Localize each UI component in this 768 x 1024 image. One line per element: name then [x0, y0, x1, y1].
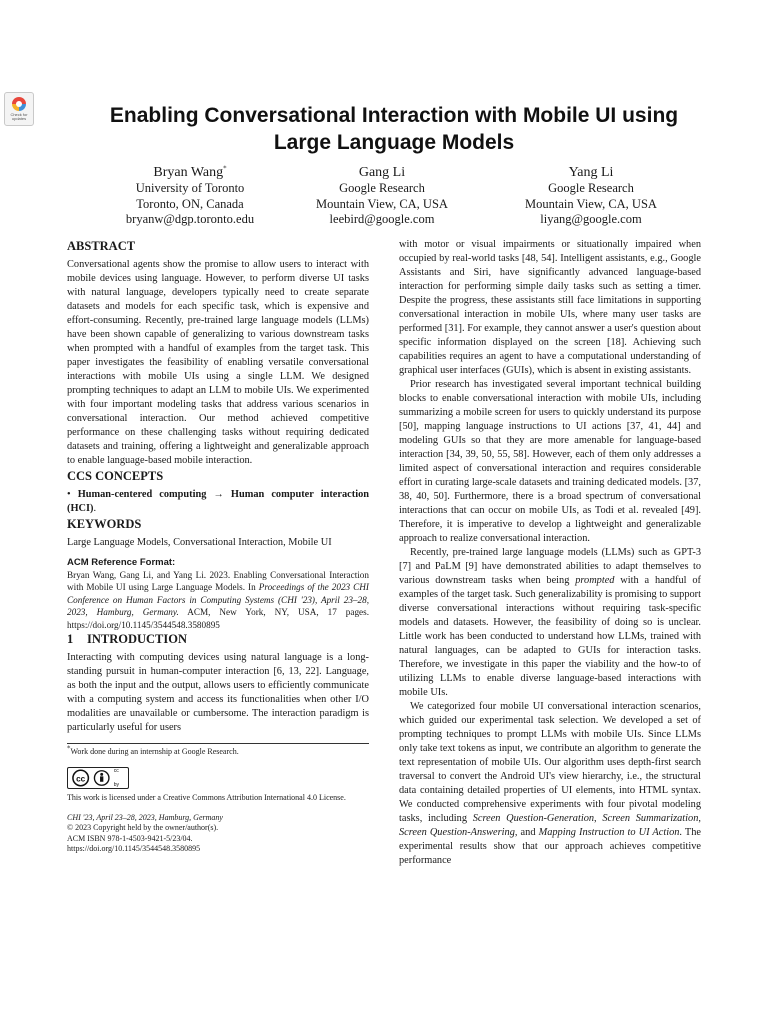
author-email[interactable]: leebird@google.com: [329, 212, 435, 226]
ccs-concept-b: Human computer interaction (HCI): [67, 489, 369, 514]
author-name: Bryan Wang: [153, 165, 224, 180]
introduction-paragraph-3: Recently, pre-trained large language models (LLMs) such as GPT-3 [7] and PaLM [9] have demonstrated abilities to adapt themselves to various downstream tasks when being prompted with a handful of examples of the target task. Such generalizability is promising to support diverse conversational interactions without requiring task-specific models and datasets. However, the feasibility of doing so is unclear. Little work has been conducted to understand how LLMs, trained with natural languages, can be adapted to GUIs for interaction tasks. Therefore, we investigate in this paper the viability and the how-to of utilizing LLMs to enable diverse language-based interactions with mobile UIs.: [399, 547, 701, 698]
author-affiliation: University of Toronto: [135, 181, 245, 195]
acm-reference-text: Bryan Wang, Gang Li, and Yang Li. 2023. Enabling Conversational Interaction with Mobile UI using Large Language Models. In Proceedings of the 2023 CHI Conference on Human Factors in Computing Systems (CHI '23), April 23–28, 2023, Hamburg, Germany. ACM, New York, NY, USA, 17 pages. https://doi.org/10.1145/3544548.3580895: [67, 570, 369, 630]
author-email[interactable]: liyang@google.com: [540, 212, 642, 226]
abstract-text: Conversational agents show the promise to allow users to interact with mobile devices using language. However, to perform diverse UI tasks with natural language, developers typically need to create separate datasets and models for each specific task, which is expensive and effort-consuming. Recently, pre-trained large language models (LLMs) have been shown capable of generalizing to various downstream tasks when prompted with a handful of examples from the target task. This paper investigates the feasibility of enabling versatile conversational interactions with mobile UIs using a single LLM. We designed prompting techniques to adapt an LLM to mobile UIs. We experimented with four important modeling tasks that address various scenarios in conversational interaction. Our method achieved competitive performance on these challenging tasks without requiring dedicated datasets and training, offering a lightweight and generalizable approach to enable language-based mobile interaction.: [67, 259, 369, 466]
acm-reference-venue: Proceedings of the 2023 CHI Conference on Human Factors in Computing Systems (CHI '23), April 23–28, 2023, Hamburg, Germany.: [67, 582, 369, 618]
footnote: *Work done during an internship at Google Research.: [67, 744, 239, 757]
author-2: [272, 164, 492, 228]
crossmark-icon: [11, 96, 27, 112]
paper-title: [60, 102, 728, 156]
author-affiliation: Google Research: [339, 181, 425, 195]
check-for-updates-badge[interactable]: [4, 92, 34, 126]
acm-reference-heading: ACM Reference Format:: [67, 557, 176, 568]
author-name: Yang Li: [568, 165, 614, 180]
creative-commons-icon: [71, 769, 90, 787]
author-1: [80, 164, 300, 228]
right-column: [399, 238, 701, 868]
license-text: This work is licensed under a Creative Commons Attribution International 4.0 License.: [67, 793, 346, 803]
author-location: Mountain View, CA, USA: [316, 196, 448, 211]
author-footnote-mark: *: [223, 164, 227, 173]
keywords-heading: KEYWORDS: [67, 517, 142, 531]
author-affiliation: Google Research: [548, 181, 634, 195]
attribution-icon: [93, 769, 110, 787]
badge-label: Check for updates: [10, 112, 28, 122]
author-email[interactable]: bryanw@dgp.toronto.edu: [125, 212, 255, 226]
author-location: Mountain View, CA, USA: [525, 196, 657, 211]
cc-by-license-badge[interactable]: [67, 767, 129, 789]
svg-text:cc: cc: [76, 774, 86, 784]
title-line-1: Enabling Conversational Interaction with Mobile UI using: [109, 104, 679, 127]
left-column: [67, 238, 369, 855]
author-block: [0, 164, 768, 234]
task-name: Screen Question-Generation: [472, 813, 595, 824]
publication-isbn: ACM ISBN 978-1-4503-9421-5/23/04.: [67, 833, 193, 843]
introduction-paragraph-4: We categorized four mobile UI conversational interaction scenarios, which guided our experimental task selection. We developed a set of prompting techniques to prompt LLMs with mobile UIs. Since LLMs only take text tokens as input, we contribute an algorithm to generate the text representation of mobile UIs. Our algorithm uses depth-first search traversal to convert the Android UI's view hierarchy, i.e., the structural data containing detailed properties of UI elements, into HTML syntax. We conducted comprehensive experiments with four pivotal modeling tasks, including Screen Question-Generation, Screen Summarization, Screen Question-Answering, and Mapping Instruction to UI Action. The experimental results show that our approach achieves competitive performance: [399, 701, 701, 866]
ccs-concepts: • Human-centered computing → Human computer interaction (HCI).: [67, 489, 369, 514]
title-line-2: Large Language Models: [273, 131, 515, 154]
abstract-heading: ABSTRACT: [67, 239, 136, 253]
ccs-concept-a: Human-centered computing: [77, 489, 207, 500]
introduction-heading: 1 INTRODUCTION: [67, 632, 188, 647]
introduction-text-left: Interacting with computing devices using natural language is a long-standing pursuit in human-computer interaction [6, 13, 22]. Language, as both the input and the output, allows users to efficiently communicate with a computing system and access its functionalities when other I/O modalities are unavailable or cumbersome. The interaction paradigm is particularly useful for users: [67, 652, 369, 734]
publication-info: [67, 813, 369, 855]
publication-doi[interactable]: https://doi.org/10.1145/3544548.3580895: [67, 844, 201, 854]
ccs-heading: CCS CONCEPTS: [67, 469, 164, 483]
author-3: [481, 164, 701, 228]
author-location: Toronto, ON, Canada: [136, 196, 244, 211]
publication-copyright: © 2023 Copyright held by the owner/author(s).: [67, 823, 219, 833]
task-name: Screen Summarization: [602, 813, 699, 824]
introduction-paragraph-1: with motor or visual impairments or situationally impaired when occupied by real-world tasks [48, 54]. Intelligent assistants, e.g., Google Assistants and Siri, have significantly advanced language-based interaction for performing simple daily tasks such as setting a timer. Despite the progress, these assistants still face limitations in supporting conversational interaction in mobile UIs, where many user tasks are performed [31]. For example, they cannot answer a user's question about specific information displayed on the screen [18]. Achieving such capabilities requires an agent to have a computational understanding of graphical user interfaces (GUIs), which is absent in existing assistants.: [399, 239, 701, 376]
section-number: 1: [67, 632, 74, 647]
author-name: Gang Li: [358, 165, 406, 180]
cc-badge-label: cc by: [113, 768, 119, 789]
task-name: Mapping Instruction to UI Action: [538, 827, 680, 838]
introduction-paragraph-2: Prior research has investigated several important technical building blocks to enable conversational interaction with mobile UIs, including summarizing a mobile screen for users to quickly understand its purpose [50], mapping language instructions to UI actions [37, 41, 44] and modeling GUIs so that they are more amenable for language-based interaction [34, 39, 50, 55, 58]. However, each of them only addresses a limited aspect of conversational interaction and requires considerable effort in curating large-scale datasets and training dedicated models. [37, 38, 40, 50]. Furthermore, there is a broad spectrum of conversational interactions that can occur on mobile UIs, as Todi et al. revealed [49]. Therefore, it is imperative to develop a lightweight and generalizable approach to realize conversational interaction.: [399, 379, 701, 544]
publication-venue: CHI '23, April 23–28, 2023, Hamburg, Germany: [67, 813, 223, 823]
keywords-text: Large Language Models, Conversational Interaction, Mobile UI: [67, 537, 332, 548]
footnote-divider: [67, 743, 369, 744]
task-name: Screen Question-Answering: [399, 827, 515, 838]
